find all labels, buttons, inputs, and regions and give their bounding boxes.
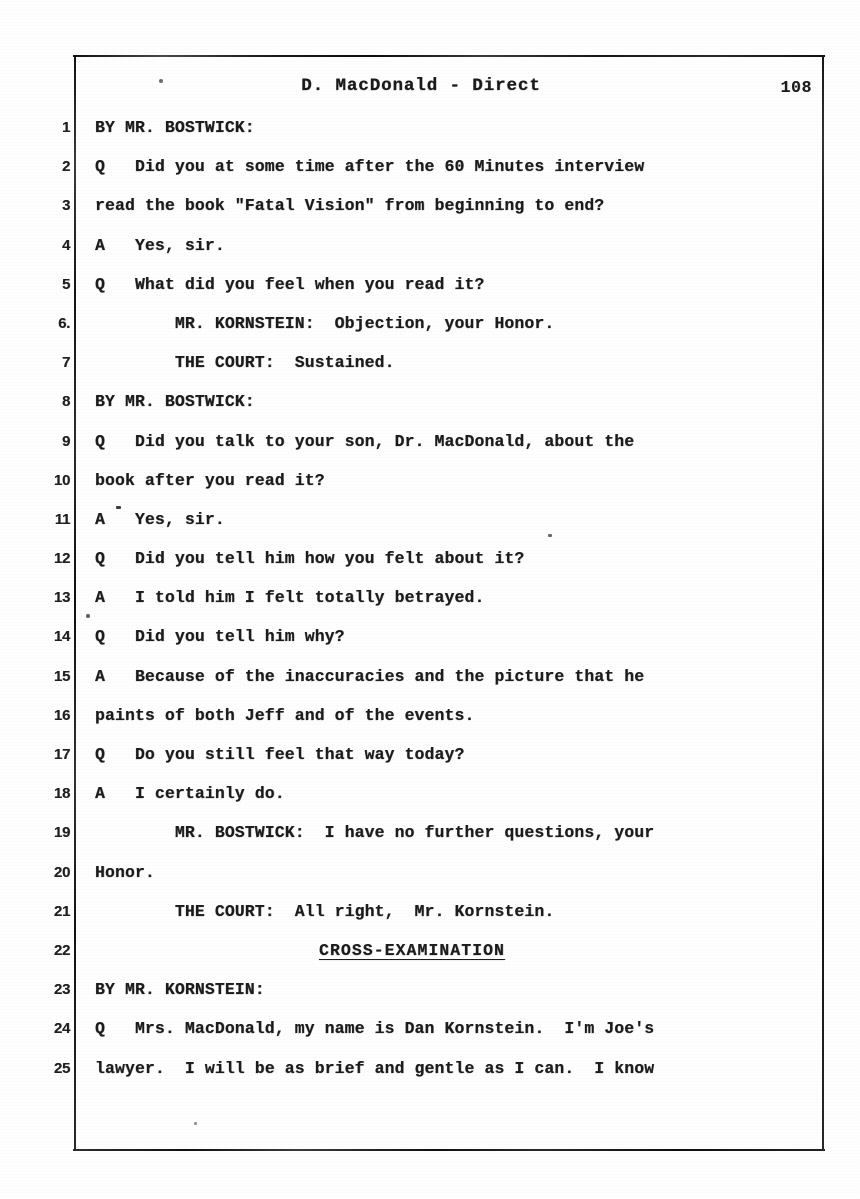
transcript-line: A Yes, sir.	[95, 235, 225, 255]
page-header	[76, 76, 820, 104]
transcript-line: A Yes, sir.	[95, 509, 225, 529]
transcript-line: THE COURT: Sustained.	[95, 353, 395, 373]
line-number: 25	[53, 1059, 70, 1077]
transcript-line: Q What did you feel when you read it?	[95, 274, 485, 294]
line-number: 8	[61, 393, 70, 411]
line-number: 6.	[58, 314, 70, 332]
line-number: 14	[53, 628, 70, 646]
transcript-line: Q Did you tell him how you felt about it?	[95, 549, 525, 569]
transcript-line: MR. BOSTWICK: I have no further questions, your	[95, 823, 655, 843]
scan-speck-icon	[159, 79, 163, 83]
line-number: 11	[54, 510, 70, 528]
line-number: 17	[53, 746, 70, 763]
section-heading: CROSS-EXAMINATION	[319, 940, 505, 960]
line-number: 2	[61, 158, 70, 176]
transcript-line: BY MR. KORNSTEIN:	[95, 980, 265, 1000]
transcript-line: A Because of the inaccuracies and the picture that he	[95, 666, 645, 686]
line-number-gutter	[24, 108, 70, 1088]
transcript-line: Q Did you at some time after the 60 Minutes interview	[95, 157, 645, 177]
transcript-line: paints of both Jeff and of the events.	[95, 705, 475, 725]
line-number: 15	[53, 667, 70, 685]
line-number: 23	[53, 981, 70, 999]
page-border-right	[822, 55, 824, 1151]
transcript-line: Q Do you still feel that way today?	[95, 745, 465, 764]
page-number: 108	[780, 78, 812, 97]
transcript-line: A I told him I felt totally betrayed.	[95, 588, 485, 608]
transcript-line: read the book "Fatal Vision" from beginning to end?	[95, 196, 605, 216]
line-number: 19	[53, 824, 70, 842]
transcript-line: BY MR. BOSTWICK:	[95, 392, 255, 412]
line-number: 24	[53, 1020, 70, 1038]
transcript-text-body	[95, 108, 815, 1088]
transcript-line: A I certainly do.	[95, 784, 285, 804]
page-title: D. MacDonald - Direct	[301, 76, 541, 96]
line-number: 13	[53, 589, 70, 607]
line-number: 22	[53, 941, 70, 959]
line-number: 1	[61, 119, 70, 136]
transcript-line: THE COURT: All right, Mr. Kornstein.	[95, 901, 555, 921]
transcript-line: book after you read it?	[95, 470, 325, 490]
line-number: 5	[61, 275, 70, 293]
line-number: 18	[53, 785, 70, 803]
line-number: 12	[53, 550, 70, 568]
line-number: 16	[53, 706, 70, 724]
page-border-top	[73, 55, 825, 57]
scan-speck-icon	[86, 614, 90, 618]
line-number: 10	[53, 471, 70, 489]
transcript-line: Q Did you talk to your son, Dr. MacDonald, about the	[95, 431, 635, 451]
line-number: 3	[61, 197, 70, 215]
transcript-line: MR. KORNSTEIN: Objection, your Honor.	[95, 313, 555, 333]
page-border-left	[74, 55, 76, 1151]
transcript-line: Q Did you tell him why?	[95, 627, 345, 647]
line-number: 9	[61, 432, 70, 450]
scan-speck-icon	[194, 1122, 197, 1125]
transcript-line: Honor.	[95, 862, 155, 882]
page-border-bottom	[73, 1149, 825, 1151]
transcript-line: Q Mrs. MacDonald, my name is Dan Kornstein. I'm Joe's	[95, 1019, 655, 1039]
transcript-line	[95, 931, 815, 970]
line-number: 4	[61, 236, 70, 254]
transcript-line: BY MR. BOSTWICK:	[95, 118, 255, 137]
line-number: 7	[61, 354, 70, 372]
line-number: 20	[53, 863, 70, 881]
transcript-line: lawyer. I will be as brief and gentle as I can. I know	[95, 1058, 655, 1078]
line-number: 21	[53, 902, 70, 920]
